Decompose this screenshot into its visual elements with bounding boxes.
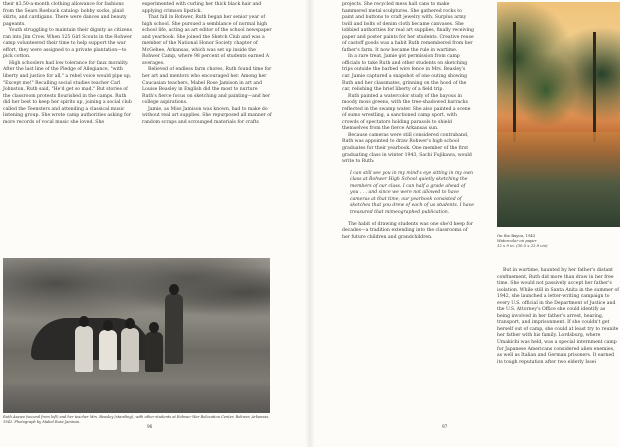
page-number: 96 xyxy=(147,424,153,429)
painting-dimensions: 12 x 9 in. (30.5 x 22.9 cm) xyxy=(497,243,548,248)
painting-caption xyxy=(497,233,617,248)
paragraph: Jamie, as Miss Jamison was known, had to make do without real art supplies. She repurposed all manner of random scraps and scrounged materials for crafts xyxy=(142,106,272,125)
paragraph: Because cameras were still considered contraband, Ruth was appointed to draw Rohwer's high school graduates for their yearbook. One member of the first graduating class in winter 1943, Sachi Fujikawa, would write to Ruth: xyxy=(342,132,472,165)
block-quote: I can still see you in my mind's eye sitting in my own class at Rohwer High School quietly sketching the members of our class. I can half a grade ahead of you . . . and since we were not allowed to have cameras at that time, our yearbook consisted of sketches that you drew of each of us students. I have treasured that mimeographed publication. xyxy=(350,170,474,215)
paragraph: In a rare treat, Jamie got permission from camp officials to take Ruth and other students on sketching trips outside the barbed wire fence in Mrs. Beasley's car. Jamie captured a snapshot of one outing showing Ruth and her classmates, grinning on the hood of the car, relishing the brief liberty of a field trip. xyxy=(342,54,468,93)
paragraph: projects. She recycled mess hall cans to make hammered metal sculptures. She gathered rocks to paint and buttons to craft jewelry with. Surplus army twill and bolts of denim cloth became canvases. She lobbied authorities for real art supplies, finally receiving paper and poster paints for her students. Creative reuse of castoff goods was a habit Ruth remembered from her father's farm. It now became the rule in wartime. xyxy=(342,2,474,53)
left-column-1 xyxy=(3,2,133,126)
photo-person xyxy=(75,326,93,372)
paragraph: But in wartime, haunted by her father's distant confinement, Ruth did more than draw in her free time. She would not passively accept her father's isolation. While still in Santa Anita in the summer of 1942, she launched a letter-writing campaign to every U.S. official in the Department of Justice and the U.S. Attorney's Office she could identify as being involved in her father's arrest, hearing, transport, and imprisonment. If she couldn't get herself out of camp, she could at least try to reunite her father with his family. Lordsburg, where Umakichi was held, was a special internment camp for Japanese Americans considered alien enemies, as well as Italian and German prisoners. It earned its tough reputation after two elderly Issei xyxy=(497,268,619,365)
right-column-2 xyxy=(497,268,619,366)
paragraph: That fall in Rohwer, Ruth began her senior year of high school. She pursued a semblance of normal high school life, acting as art editor of the school newspaper and yearbook. She joined the Sketch Club and was a member of the National Honor Society chapter of McGehee, Arkansas, which was set up inside the Rohwer Camp, where 98 percent of students earned A averages. xyxy=(142,15,272,66)
paragraph: experimented with curling her thick black hair and applying crimson lipstick. xyxy=(142,2,262,14)
photo-person xyxy=(145,332,163,372)
paragraph: The habit of drawing students was one she'd keep for decades—a tradition extending into the classrooms of her future children and grandchildren. xyxy=(342,221,473,240)
right-column-1 xyxy=(342,2,474,241)
photo-person xyxy=(121,328,139,372)
paragraph: their $3.50-a-month clothing allowance for fashions from the Sears Roebuck catalog: bobby socks, plaid skirts, and cardigans. There were dances and beauty pageants. xyxy=(3,2,127,27)
paragraph: Relieved of endless farm chores, Ruth found time for her art and mentors who encouraged her. Among her Caucasian teachers, Mabel Rose Jamison in art and Louise Beasley in English did the most to nurture Ruth's fierce focus on sketching and painting—and her college aspirations. xyxy=(142,67,272,106)
painting-medium: Watercolor on paper xyxy=(497,238,537,243)
painting-trunk xyxy=(513,22,516,142)
paragraph: High schoolers had low tolerance for faux morality. After the last line of the Pledge of Allegiance, "with liberty and justice for all," a rebel voice would pipe up, "Except me!" Recalling social studies teacher Carl Johnston, Ruth said, "He'd get so mad." But stories of the classroom protests flourished in the camps. Ruth did her best to keep her spirits up, joining a social club called the Teensters and attending a classical music listening group. She wrote camp authorities asking for more records of vocal music she loved. She xyxy=(3,60,132,125)
painting-trunk xyxy=(593,32,596,142)
photo-person xyxy=(165,294,183,364)
right-page xyxy=(310,0,620,447)
painting-water xyxy=(497,132,620,227)
left-column-2 xyxy=(142,2,272,126)
bayou-painting xyxy=(497,2,620,227)
photo-ground xyxy=(3,385,270,413)
photo-person xyxy=(99,330,117,370)
painting-title: On the Bayou, 1943 xyxy=(497,233,536,238)
paragraph: Ruth painted a watercolor study of the bayous in moody moss greens, with the tree-shadowed barracks reflected in the swamp water. She also painted a scene of sumo wrestling, a sanctioned camp sport, with crowds of spectators holding parasols to shield themselves from the fierce Arkansas sun. xyxy=(342,93,471,132)
photo-caption: Ruth Asawa (second from left) and her teacher Mrs. Beasley (standing), with other students at Rohwer War Relocation Center, Rohwer, Arkansas, 1942. Photograph by Mabel Rose Jamison. xyxy=(3,415,270,424)
page-number: 97 xyxy=(442,424,448,429)
students-photo xyxy=(3,258,270,413)
paragraph: Youth struggling to maintain their dignity as citizens ran into Jim Crow. When 125 Girl Scouts in the Rohwer camp volunteered their time to help support the war effort, they were assigned to a private plantation—to pick cotton. xyxy=(3,28,133,60)
